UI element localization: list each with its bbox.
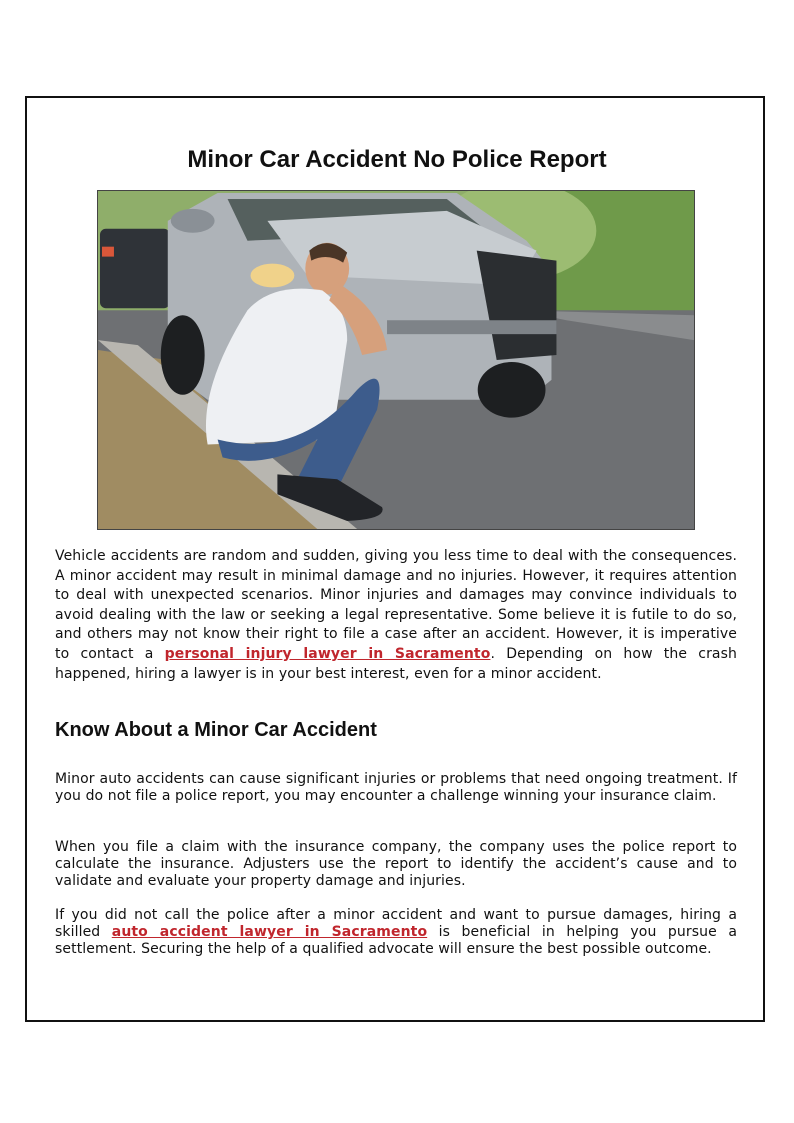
side-mirror [171,209,215,233]
paragraph-3-text-end: is beneficial in helping you pursue a settlement. Securing the help of a qualified advocate will ensure the best possible outcome. [55,924,737,958]
intro-text-end: . Depending on how the crash happened, hiring a lawyer is in your best interest, even for a minor accident. [55,645,737,682]
headlight [250,264,294,288]
page-title: Minor Car Accident No Police Report [187,146,607,173]
section-paragraph-1: Minor auto accidents can cause significant injuries or problems that need ongoing treatment. If you do not file a police report, you may encounter a challenge winning your insurance claim. [55,771,737,805]
front-wheel [478,362,546,418]
background-car [100,229,170,309]
section-paragraph-3 [55,907,737,959]
bumper [387,320,556,334]
paragraph-3-text-start: If you did not call the police after a minor accident and want to pursue damages, hiring a skilled [55,907,737,941]
rear-wheel [161,315,205,395]
auto-accident-lawyer-link[interactable]: auto accident lawyer in Sacramento [111,924,428,941]
car-accident-illustration [98,191,694,529]
hero-photo [97,190,695,530]
section-paragraph-2: When you file a claim with the insurance company, the company uses the police report to calculate the insurance. Adjusters use the report to identify the accident’s cause and to validate and evaluate your property damage and injuries. [55,839,737,890]
intro-text-start: Vehicle accidents are random and sudden, giving you less time to deal with the consequences. A minor accident may result in minimal damage and no injuries. However, it requires attention to deal with unexpected scenarios. Minor injuries and damages may convince individuals to avoid dealing with the law or seeking a legal representative. Some believe it is futile to do so, and others may not know their right to file a case after an accident. However, it is imperative to contact a [55,548,737,662]
personal-injury-lawyer-link[interactable]: personal injury lawyer in Sacramento [164,645,491,662]
intro-paragraph [55,547,737,684]
tail-light [102,247,114,257]
section-heading: Know About a Minor Car Accident [55,719,377,741]
